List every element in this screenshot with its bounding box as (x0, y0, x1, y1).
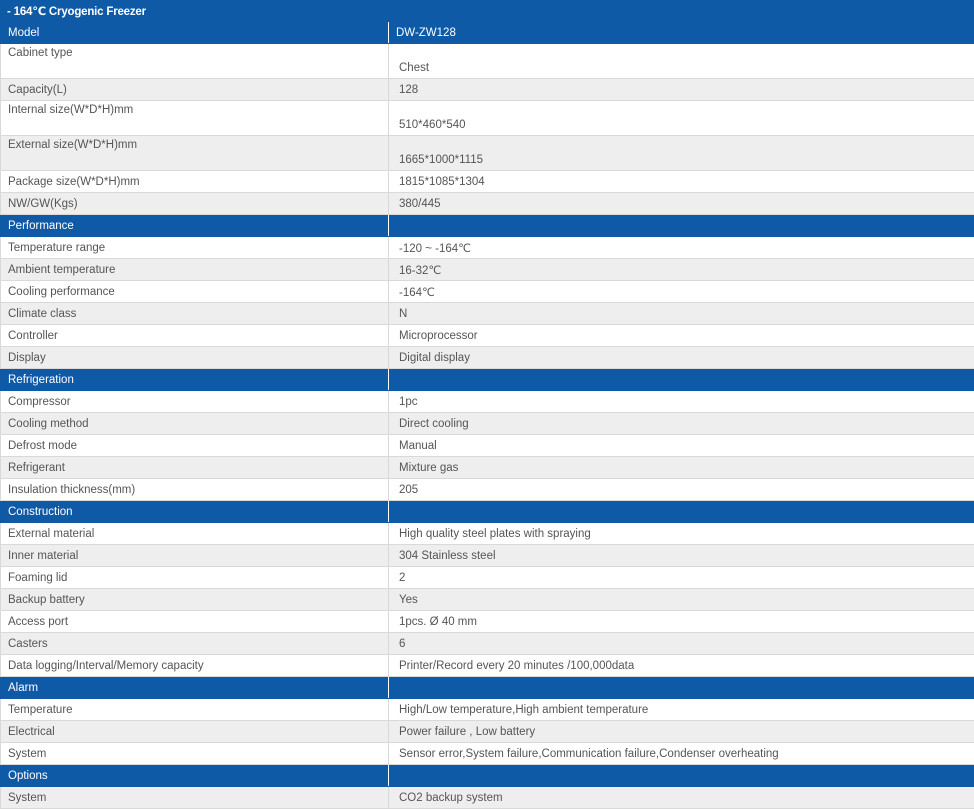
section-title: Construction (1, 501, 389, 523)
spec-label: Backup battery (1, 589, 389, 611)
spec-value: CO2 backup system (389, 787, 974, 809)
spec-value: 16-32℃ (389, 259, 974, 281)
spec-label: External material (1, 523, 389, 545)
spec-label: Controller (1, 325, 389, 347)
spec-value: Direct cooling (389, 413, 974, 435)
table-row (1, 237, 974, 259)
spec-label: Display (1, 347, 389, 369)
spec-value: 205 (389, 479, 974, 501)
spec-label: Defrost mode (1, 435, 389, 457)
table-row (1, 611, 974, 633)
spec-value: 510*460*540 (389, 101, 974, 136)
spec-value: Chest (389, 44, 974, 79)
spec-value: 6 (389, 633, 974, 655)
spec-label: Inner material (1, 545, 389, 567)
spec-label: NW/GW(Kgs) (1, 193, 389, 215)
section-title: Options (1, 765, 389, 787)
table-row (1, 743, 974, 765)
spec-label: Ambient temperature (1, 259, 389, 281)
title-row (1, 1, 974, 22)
spec-label: Cabinet type (1, 44, 389, 79)
table-row (1, 303, 974, 325)
section-spacer (389, 215, 974, 237)
table-row (1, 259, 974, 281)
spec-value: Printer/Record every 20 minutes /100,000data (389, 655, 974, 677)
section-header-options (1, 765, 974, 787)
table-row (1, 171, 974, 193)
spec-label: Refrigerant (1, 457, 389, 479)
table-row (1, 435, 974, 457)
spec-label: Foaming lid (1, 567, 389, 589)
table-row (1, 281, 974, 303)
spec-value: Digital display (389, 347, 974, 369)
table-row (1, 79, 974, 101)
section-header-alarm (1, 677, 974, 699)
spec-value: 2 (389, 567, 974, 589)
table-row (1, 325, 974, 347)
table-row (1, 523, 974, 545)
section-header-performance (1, 215, 974, 237)
table-row (1, 413, 974, 435)
model-row (1, 22, 974, 44)
spec-label: External size(W*D*H)mm (1, 136, 389, 171)
section-spacer (389, 677, 974, 699)
section-spacer (389, 501, 974, 523)
table-row (1, 699, 974, 721)
table-row (1, 479, 974, 501)
table-row (1, 589, 974, 611)
spec-value: Microprocessor (389, 325, 974, 347)
spec-label: Package size(W*D*H)mm (1, 171, 389, 193)
section-title: Refrigeration (1, 369, 389, 391)
spec-value: Mixture gas (389, 457, 974, 479)
spec-label: Cooling method (1, 413, 389, 435)
spec-value: 128 (389, 79, 974, 101)
table-row (1, 391, 974, 413)
spec-value: N (389, 303, 974, 325)
spec-label: Temperature (1, 699, 389, 721)
spec-label: Compressor (1, 391, 389, 413)
spec-label: Temperature range (1, 237, 389, 259)
spec-value: 1665*1000*1115 (389, 136, 974, 171)
spec-value: -164℃ (389, 281, 974, 303)
spec-value: High/Low temperature,High ambient temperature (389, 699, 974, 721)
table-row (1, 101, 974, 136)
model-value: DW-ZW128 (389, 22, 974, 44)
spec-label: Access port (1, 611, 389, 633)
table-row (1, 193, 974, 215)
table-row (1, 787, 974, 809)
spec-label: Capacity(L) (1, 79, 389, 101)
table-row (1, 545, 974, 567)
spec-value: 1pc (389, 391, 974, 413)
table-row (1, 721, 974, 743)
spec-label: System (1, 743, 389, 765)
table-row (1, 655, 974, 677)
spec-value: 304 Stainless steel (389, 545, 974, 567)
table-row (1, 44, 974, 79)
table-row (1, 136, 974, 171)
spec-label: System (1, 787, 389, 809)
spec-label: Casters (1, 633, 389, 655)
section-header-construction (1, 501, 974, 523)
spec-label: Electrical (1, 721, 389, 743)
spec-value: 1pcs. Ø 40 mm (389, 611, 974, 633)
spec-value: Sensor error,System failure,Communication failure,Condenser overheating (389, 743, 974, 765)
spec-label: Insulation thickness(mm) (1, 479, 389, 501)
spec-label: Climate class (1, 303, 389, 325)
spec-value: 1815*1085*1304 (389, 171, 974, 193)
spec-label: Cooling performance (1, 281, 389, 303)
spec-value: 380/445 (389, 193, 974, 215)
spec-value: High quality steel plates with spraying (389, 523, 974, 545)
table-row (1, 567, 974, 589)
spec-value: Yes (389, 589, 974, 611)
model-label: Model (1, 22, 389, 44)
section-spacer (389, 369, 974, 391)
section-title: Alarm (1, 677, 389, 699)
spec-value: -120 ~ -164℃ (389, 237, 974, 259)
spec-label: Internal size(W*D*H)mm (1, 101, 389, 136)
table-row (1, 347, 974, 369)
section-header-refrigeration (1, 369, 974, 391)
table-row (1, 457, 974, 479)
table-title: - 164℃ Cryogenic Freezer (1, 1, 974, 22)
table-row (1, 633, 974, 655)
spec-label: Data logging/Interval/Memory capacity (1, 655, 389, 677)
section-title: Performance (1, 215, 389, 237)
spec-value: Power failure , Low battery (389, 721, 974, 743)
spec-value: Manual (389, 435, 974, 457)
section-spacer (389, 765, 974, 787)
